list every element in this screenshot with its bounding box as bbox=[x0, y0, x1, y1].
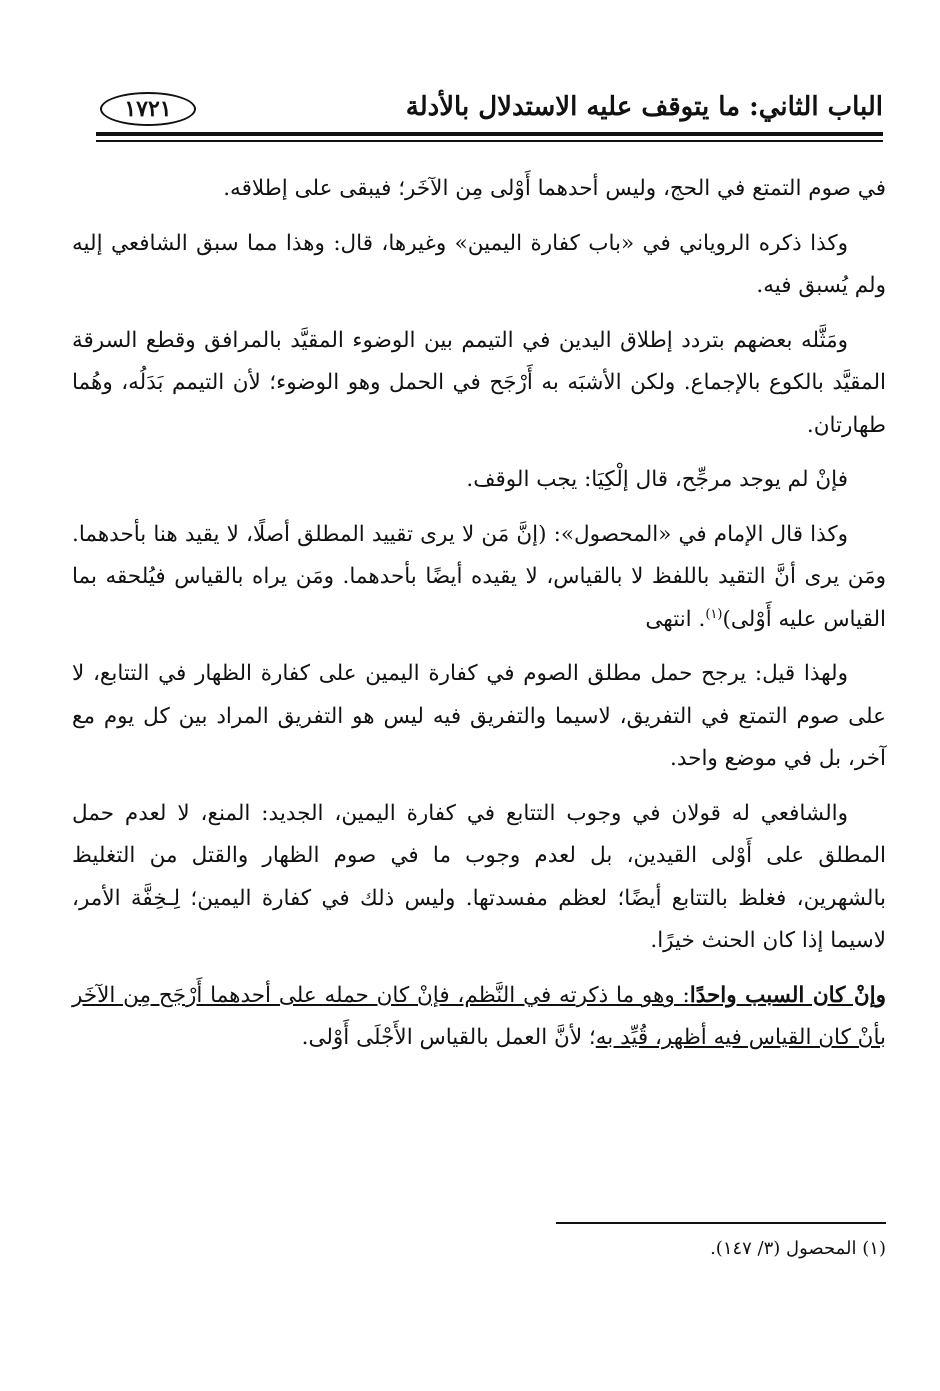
footnote-divider bbox=[556, 1222, 886, 1224]
paragraph-8 bbox=[72, 975, 886, 1060]
paragraph-5 bbox=[72, 514, 886, 642]
paragraph-5-text: وكذا قال الإمام في «المحصول»: (إنَّ مَن لا يرى تقييد المطلق أصلًا، لا يقيد هنا بأحدهما. ومَن يرى أنَّ التقيد باللفظ لا بالقياس، لا يقيده أيضًا بأحدهما. ومَن يراه بالقياس فيُلحقه بما القياس عليه أَوْلى) bbox=[72, 521, 886, 632]
footnote: (١) المحصول (٣/ ١٤٧). bbox=[710, 1238, 886, 1259]
paragraph-2: وكذا ذكره الروياني في «باب كفارة اليمين» وغيرها، قال: وهذا مما سبق الشافعي إليه ولم يُسبق فيه. bbox=[72, 230, 886, 298]
header-rule-thick bbox=[96, 132, 883, 136]
paragraph-4: فإنْ لم يوجد مرجِّح، قال إلْكِيَا: يجب الوقف. bbox=[466, 467, 848, 492]
chapter-title: الباب الثاني: ما يتوقف عليه الاستدلال بالأدلة bbox=[405, 92, 883, 122]
paragraph-5-end: . انتهى bbox=[645, 606, 706, 632]
paragraph-1: في صوم التمتع في الحج، وليس أحدهما أَوْلى مِن الآخَر؛ فيبقى على إطلاقه. bbox=[223, 176, 886, 201]
page-number-badge: ١٧٢١ bbox=[100, 92, 196, 126]
section-lead-heading: وإنْ كان السبب واحدًا bbox=[689, 982, 886, 1008]
paragraph-8-text: : وهو ما ذكرته في النَّظم، فإنْ كان حمله على أحدهما أَرْجَح مِن الآخَر بأنْ كان القياس فيه أظهر، قُيِّد به bbox=[72, 982, 886, 1050]
paragraph-7: والشافعي له قولان في وجوب التتابع في كفارة اليمين، الجديد: المنع، لا لعدم حمل المطلق على أَوْلى القيدين، بل لعدم وجوب ما في صوم الظهار والقتل من التغليظ بالشهرين، فغلظ بالتتابع أيضًا؛ لعظم مفسدتها. وليس ذلك في كفارة اليمين؛ لِـخِفَّة الأمر، لاسيما إذا كان الحنث خيرًا. bbox=[72, 800, 886, 953]
paragraph-6: ولهذا قيل: يرجح حمل مطلق الصوم في كفارة اليمين على كفارة الظهار في التتابع، لا على صوم التمتع في التفريق، لاسيما والتفريق فيه ليس هو التفريق المراد بين كل يوم مع آخر، بل في موضع واحد. bbox=[72, 661, 886, 771]
paragraph-3: ومَثَّله بعضهم بتردد إطلاق اليدين في التيمم بين الوضوء المقيَّد بالمرافق وقطع السرقة المقيَّد بالكوع بالإجماع. ولكن الأشبَه به أَرْجَح في الحمل وهو الوضوء؛ لأن التيمم بَدَلُه، وهُما طهارتان. bbox=[72, 327, 886, 438]
header-rule-thin bbox=[96, 140, 883, 142]
footnote-marker: (١) bbox=[705, 606, 723, 622]
body-text bbox=[72, 168, 886, 1072]
paragraph-8-end: ؛ لأنَّ العمل بالقياس الأَجْلَى أَوْلى. bbox=[301, 1025, 596, 1050]
